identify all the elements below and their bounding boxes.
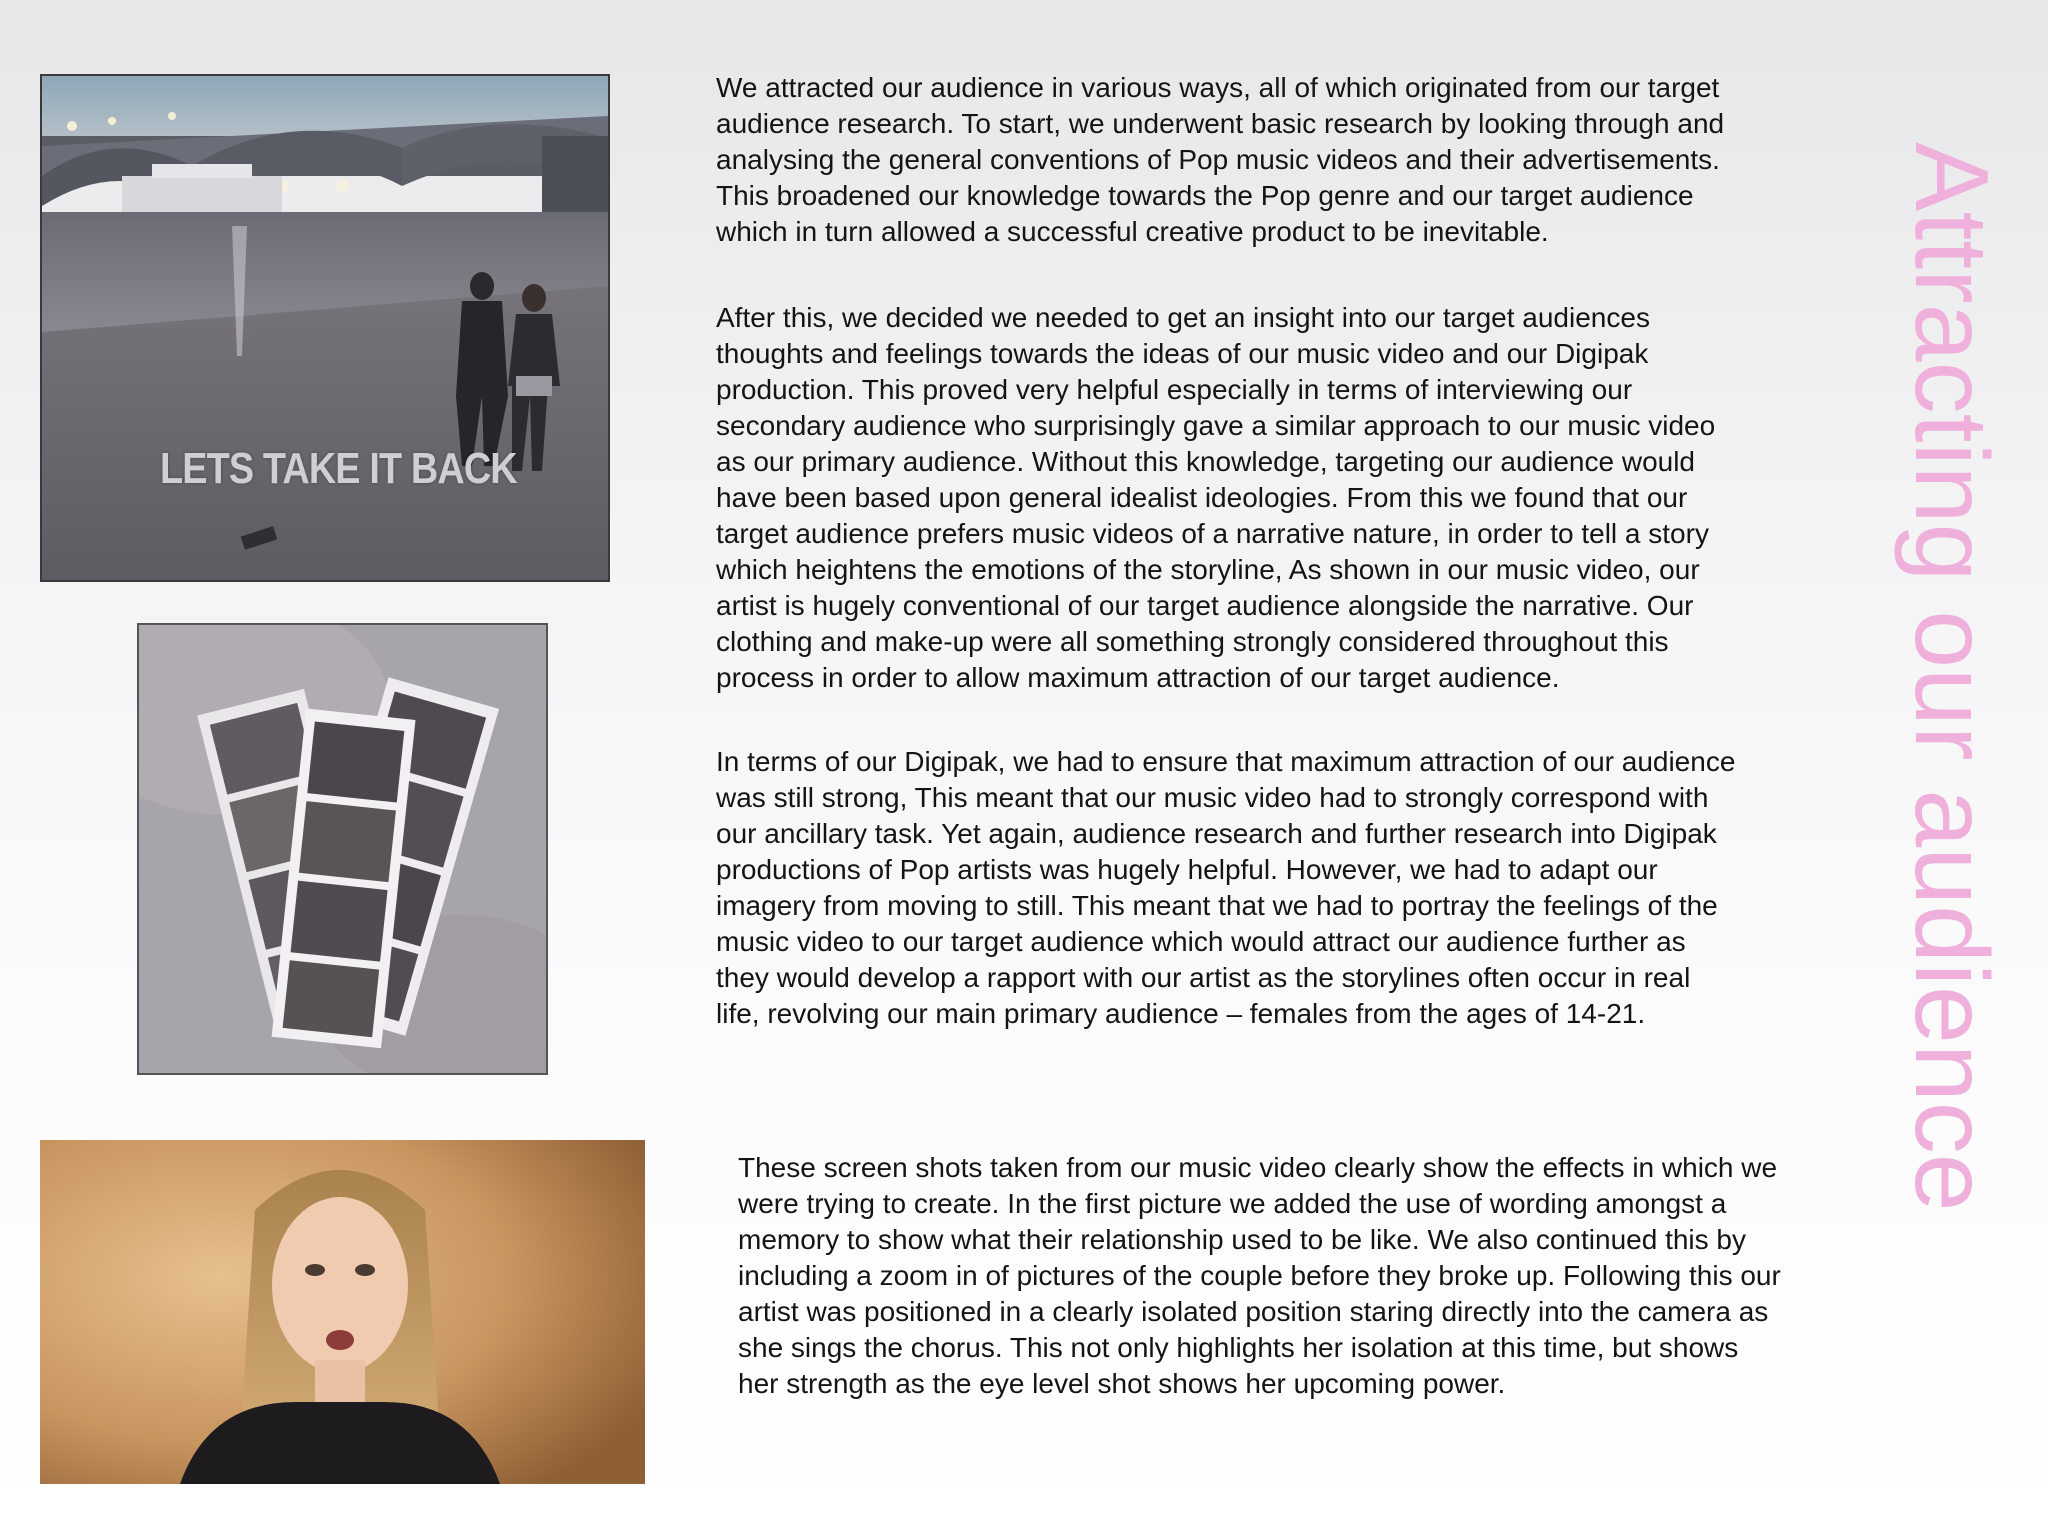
artist-scene [40, 1140, 645, 1484]
riverside-scene [42, 76, 608, 580]
photo-strips-scene [139, 625, 546, 1073]
paragraph-audience-research: We attracted our audience in various ways, all of which originated from our target audience research. To start, we underwent basic research by looking through and analysing the general conventions of Pop music videos and their advertisements. This broadened our knowledge towards the Pop genre and our target audience which in turn allowed a successful creative product to be inevitable. [716, 72, 1725, 247]
paragraph-insight: After this, we decided we needed to get an insight into our target audiences thoughts and feelings towards the ideas of our music video and our Digipak production. This proved very helpful especially in terms of interviewing our secondary audience who surprisingly gave a similar approach to our music video as our primary audience. Without this knowledge, targeting our audience would have been based upon general idealist ideologies. From this we found that our target audience prefers music videos of a narrative nature, in order to tell a story which heightens the emotions of the storyline, As shown in our music video, our artist is hugely conventional of our target audience alongside the narrative. Our clothing and make-up were all something strongly considered throughout this process in order to allow maximum attraction of our target audience. [716, 302, 1716, 693]
paragraph-digipak: In terms of our Digipak, we had to ensure that maximum attraction of our audience was still strong, This meant that our music video had to strongly correspond with our ancillary task. Yet again, audience research and further research into Digipak productions of Pop artists was hugely helpful. However, we had to adapt our imagery from moving to still. This meant that we had to portray the feelings of the music video to our target audience which would attract our audience further as they would develop a rapport with our artist as the storylines often occur in real life, revolving our main primary audience – females from the ages of 14-21. [716, 746, 1736, 1029]
slide-title: Attracting our audience [1893, 142, 2009, 1212]
paragraph-screenshots: These screen shots taken from our music video clearly show the effects in which we were trying to create. In the first picture we added the use of wording amongst a memory to show what their relationship used to be like. We also continued this by including a zoom in of pictures of the couple before they broke up. Following this our artist was positioned in a clearly isolated position staring directly into the camera as she sings the chorus. This not only highlights her isolation at this time, but shows her strength as the eye level shot shows her upcoming power. [738, 1152, 1781, 1399]
screenshot-couple-riverside [40, 74, 610, 582]
lets-take-it-back-caption: LETS TAKE IT BACK [160, 444, 517, 493]
screenshot-artist-singing [40, 1140, 645, 1484]
screenshot-photo-strips [137, 623, 548, 1075]
